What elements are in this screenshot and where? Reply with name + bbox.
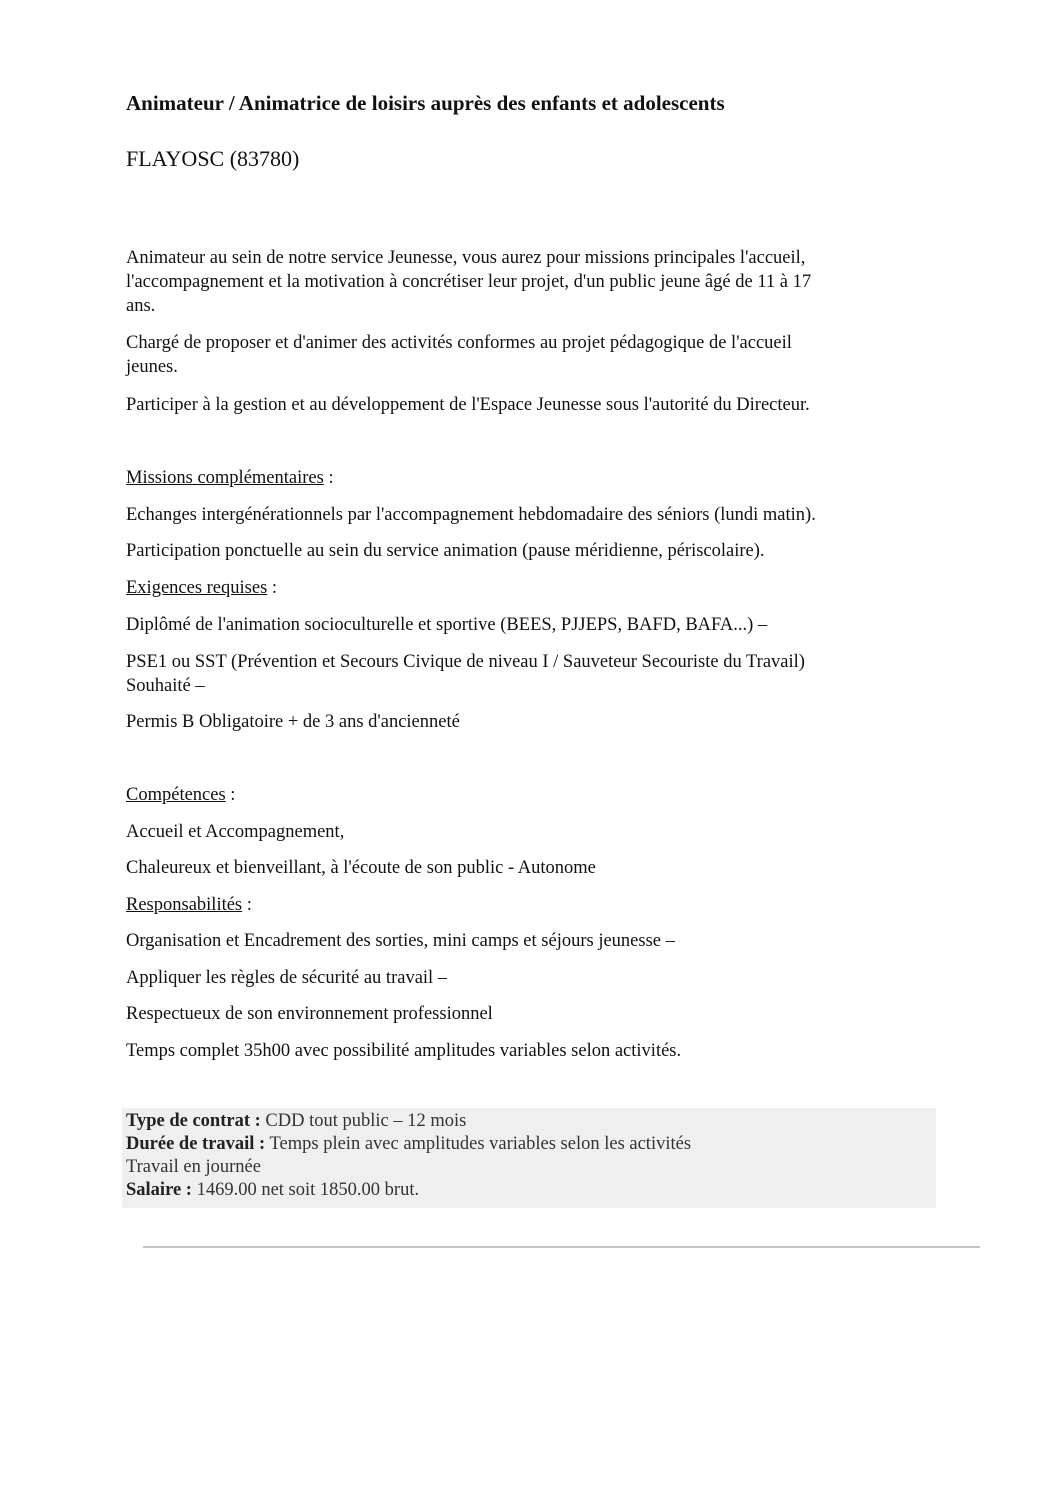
- missions-item: Echanges intergénérationnels par l'accompagnement hebdomadaire des séniors (lundi matin).: [126, 505, 816, 525]
- work-duration-label: Durée de travail :: [126, 1134, 266, 1154]
- skills-heading-label: Compétences: [126, 785, 226, 805]
- responsibilities-heading-label: Responsabilités: [126, 895, 243, 915]
- contract-type-row: [126, 1110, 936, 1133]
- work-schedule-row: Travail en journée: [126, 1157, 261, 1177]
- heading-colon: :: [242, 895, 252, 915]
- heading-colon: :: [323, 468, 334, 488]
- salary-value: 1469.00 net soit 1850.00 brut.: [191, 1180, 420, 1200]
- requirements-heading-label: Exigences requises: [126, 578, 268, 598]
- missions-heading: [126, 466, 926, 490]
- description-line: jeunes.: [126, 357, 178, 377]
- contract-info-box: [122, 1108, 936, 1208]
- job-location: FLAYOSC (83780): [126, 146, 300, 171]
- salary-row: [126, 1179, 936, 1202]
- description-line: Chargé de proposer et d'animer des activités conformes au projet pédagogique de l'accueil: [126, 333, 792, 353]
- heading-colon: :: [225, 785, 236, 805]
- work-duration-value: Temps plein avec amplitudes variables selon les activités: [265, 1134, 692, 1154]
- heading-colon: :: [267, 578, 278, 598]
- responsibilities-item: Respectueux de son environnement professionnel: [126, 1004, 493, 1024]
- requirements-item: PSE1 ou SST (Prévention et Secours Civique de niveau I / Sauveteur Secouriste du Travail): [126, 652, 805, 672]
- description-line: l'accompagnement et la motivation à concrétiser leur projet, d'un public jeune âgé de 11 à 17: [126, 272, 812, 292]
- work-duration-row: [126, 1133, 936, 1156]
- skills-item: Accueil et Accompagnement,: [126, 822, 345, 842]
- responsibilities-heading: [126, 893, 926, 917]
- missions-heading-label: Missions complémentaires: [126, 468, 324, 488]
- responsibilities-item: Organisation et Encadrement des sorties, mini camps et séjours jeunesse –: [126, 931, 675, 951]
- description-line: Participer à la gestion et au développement de l'Espace Jeunesse sous l'autorité du Directeur.: [126, 395, 810, 415]
- responsibilities-item: Appliquer les règles de sécurité au travail –: [126, 968, 448, 988]
- description-line: Animateur au sein de notre service Jeunesse, vous aurez pour missions principales l'accueil,: [126, 248, 806, 268]
- skills-item: Chaleureux et bienveillant, à l'écoute de son public - Autonome: [126, 858, 596, 878]
- requirements-item: Diplômé de l'animation socioculturelle et sportive (BEES, PJJEPS, BAFD, BAFA...) –: [126, 615, 768, 635]
- horizontal-divider: [143, 1246, 980, 1248]
- requirements-heading: [126, 576, 926, 600]
- job-title: Animateur / Animatrice de loisirs auprès des enfants et adolescents: [126, 91, 725, 115]
- skills-heading: [126, 783, 926, 807]
- missions-item: Participation ponctuelle au sein du service animation (pause méridienne, périscolaire).: [126, 541, 765, 561]
- requirements-item: Souhaité –: [126, 676, 205, 696]
- contract-type-label: Type de contrat :: [126, 1111, 261, 1131]
- description-line: ans.: [126, 296, 156, 316]
- contract-type-value: CDD tout public – 12 mois: [260, 1111, 467, 1131]
- responsibilities-item: Temps complet 35h00 avec possibilité amplitudes variables selon activités.: [126, 1041, 682, 1061]
- salary-label: Salaire :: [126, 1180, 192, 1200]
- requirements-item: Permis B Obligatoire + de 3 ans d'ancienneté: [126, 712, 460, 732]
